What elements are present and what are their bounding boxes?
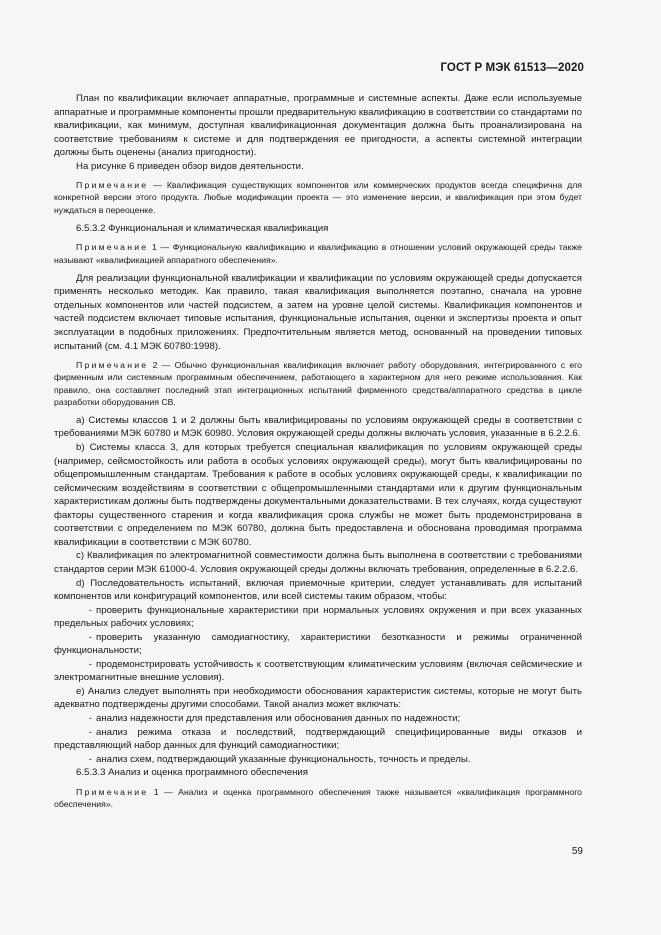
dash-item: - проверить указанную самодиагностику, характеристики безотказности и режимы ограниченной функциональности; [54, 631, 582, 657]
note-4 [54, 786, 582, 810]
dash-item: - анализ режима отказа и последствий, подтверждающий специфицированные виды отказов и представляющий набор данных для функций самодиагностики; [54, 726, 582, 752]
note-3 [54, 359, 582, 408]
dash-item-text: анализ надежности для представления или обоснования данных по надежности; [96, 712, 461, 724]
list-item-b: b) Системы класса 3, для которых требуется специальная квалификация по условиям окружающей среды (например, сейсмостойкость или работа в особых условиях окружающей среды), могут быть квалифицированы по общепромышленным стандартам. Требования к работе в особых условиях окружающей среды, к квалификации по сейсмическим воздействиям в соответствии с общепромышленными стандартами или к другим функциональным характеристикам должны быть подтверждены документальными доказательствами. В тех случаях, когда существуют факторы существенного старения и когда квалификация срока службы не может быть продемонстрирована в соответствии с определением по МЭК 60780, должна быть предоставлена и обоснована проводимая программа квалификации в соответствии с МЭК 60780. [54, 442, 582, 548]
document-header: ГОСТ Р МЭК 61513—2020 [440, 62, 584, 74]
note-label: Примечание [76, 180, 149, 191]
dash-item-text: анализ схем, подтверждающий указанные функциональность, точность и пределы. [96, 753, 471, 765]
dash-item: - анализ надежности для представления или обоснования данных по надежности; [88, 712, 461, 724]
paragraph-figure-reference: На рисунке 6 приведен обзор видов деятельности. [76, 160, 304, 172]
paragraph-functional-qualification: Для реализации функциональной квалификации и квалификации по условиям окружающей среды допускается применять несколько методик. Как правило, такая квалификация выполняется поэтапно, сначала на уровне отдельных компонентов или частей подсистем, а затем на уровне целой системы. Квалификация компонентов и частей подсистем включает типовые испытания, функциональные испытания, оценки и экспертизы проекта и опыт эксплуатации в подобных приложениях. Предпочтительным является метод, основанный на проведении типовых испытаний (см. 4.1 МЭК 60780:1998). [54, 272, 582, 352]
note-label: Примечание [76, 786, 149, 797]
note-text: 1 — Анализ и оценка программного обеспечения также называется «квалификация программного обеспечения». [54, 786, 582, 809]
note-text: 2 — Обычно функциональная квалификация включает работу оборудования, интегрированного с его фирменным или системным программным обеспечением, работающего в характерном для него режиме использования. Как правило, она составляет последний этап интеграционных испытаний фирменного средства/аппаратного средства в цикле разработки оборудования СВ. [54, 360, 582, 407]
dash-item: - проверить функциональные характеристики при нормальных условиях окружения и при всех указанных предельных рабочих условиях; [54, 604, 582, 630]
dash-item-text: проверить функциональные характеристики при нормальных условиях окружения и при всех указанных предельных рабочих условиях; [54, 604, 582, 630]
dash-item-text: анализ режима отказа и последствий, подтверждающий специфицированные виды отказов и представляющий набор данных для функций самодиагностики; [54, 726, 582, 752]
note-text: — Квалификация существующих компонентов или коммерческих продуктов всегда специфична для конкретной версии этого продукта. Любые модификации проекта — это изменение версии, и квалификация при этом будет нуждаться в переоценке. [54, 180, 582, 215]
list-item-c: с) Квалификация по электромагнитной совместимости должна быть выполнена в соответствии с требованиями стандартов серии МЭК 61000-4. Условия окружающей среды должны включать требования, определенные в 6.2.2.6. [54, 550, 582, 575]
paragraph-qualification-plan: План по квалификации включает аппаратные, программные и системные аспекты. Даже если используемые аппаратные и программные компоненты прошли предварительную квалификацию в соответствии со стандартами по квалификации, как минимум, доступная квалификационная документация должна быть проанализирована на соответствие требованиям к системе и для подтверждения ее пригодности, а аспекты системной интеграции должны быть оценены (анализ пригодности). [54, 93, 582, 159]
section-heading-6-5-3-3: 6.5.3.3 Анализ и оценка программного обеспечения [76, 767, 309, 779]
list-item-d: d) Последовательность испытаний, включая приемочные критерии, следует устанавливать для испытаний компонентов или конфигураций компонентов, или всей системы таким образом, чтобы: [54, 577, 582, 603]
note-label: Примечание [76, 242, 149, 253]
page-number: 59 [571, 846, 583, 857]
list-item-e: е) Анализ следует выполнять при необходимости обоснования характеристик системы, которые не могут быть адекватно подтверждены другими способами. Такой анализ может включать: [54, 685, 582, 711]
document-body [54, 92, 582, 810]
section-heading-6-5-3-2: 6.5.3.2 Функциональная и климатическая квалификация [76, 222, 329, 234]
dash-item-text: проверить указанную самодиагностику, характеристики безотказности и режимы ограниченной функциональности; [54, 631, 582, 657]
note-1 [54, 179, 582, 216]
dash-item: - продемонстрировать устойчивость к соответствующим климатическим условиям (включая сейсмические и электромагнитные внешние условия). [54, 658, 582, 684]
note-text: 1 — Функциональную квалификацию и квалификацию в отношении условий окружающей среды также называют «квалификацией аппаратного обеспечения». [54, 242, 582, 265]
list-item-a: а) Системы классов 1 и 2 должны быть квалифицированы по условиям окружающей среды в соответствии с требованиями МЭК 60780 и МЭК 60980. Условия окружающей среды должны включать условия, указанные в 6.2.2.6. [54, 414, 582, 440]
note-2 [54, 241, 582, 265]
note-label: Примечание [76, 360, 149, 371]
dash-item: - анализ схем, подтверждающий указанные функциональность, точность и пределы. [88, 753, 471, 765]
dash-item-text: продемонстрировать устойчивость к соответствующим климатическим условиям (включая сейсмические и электромагнитные внешние условия). [54, 658, 582, 684]
